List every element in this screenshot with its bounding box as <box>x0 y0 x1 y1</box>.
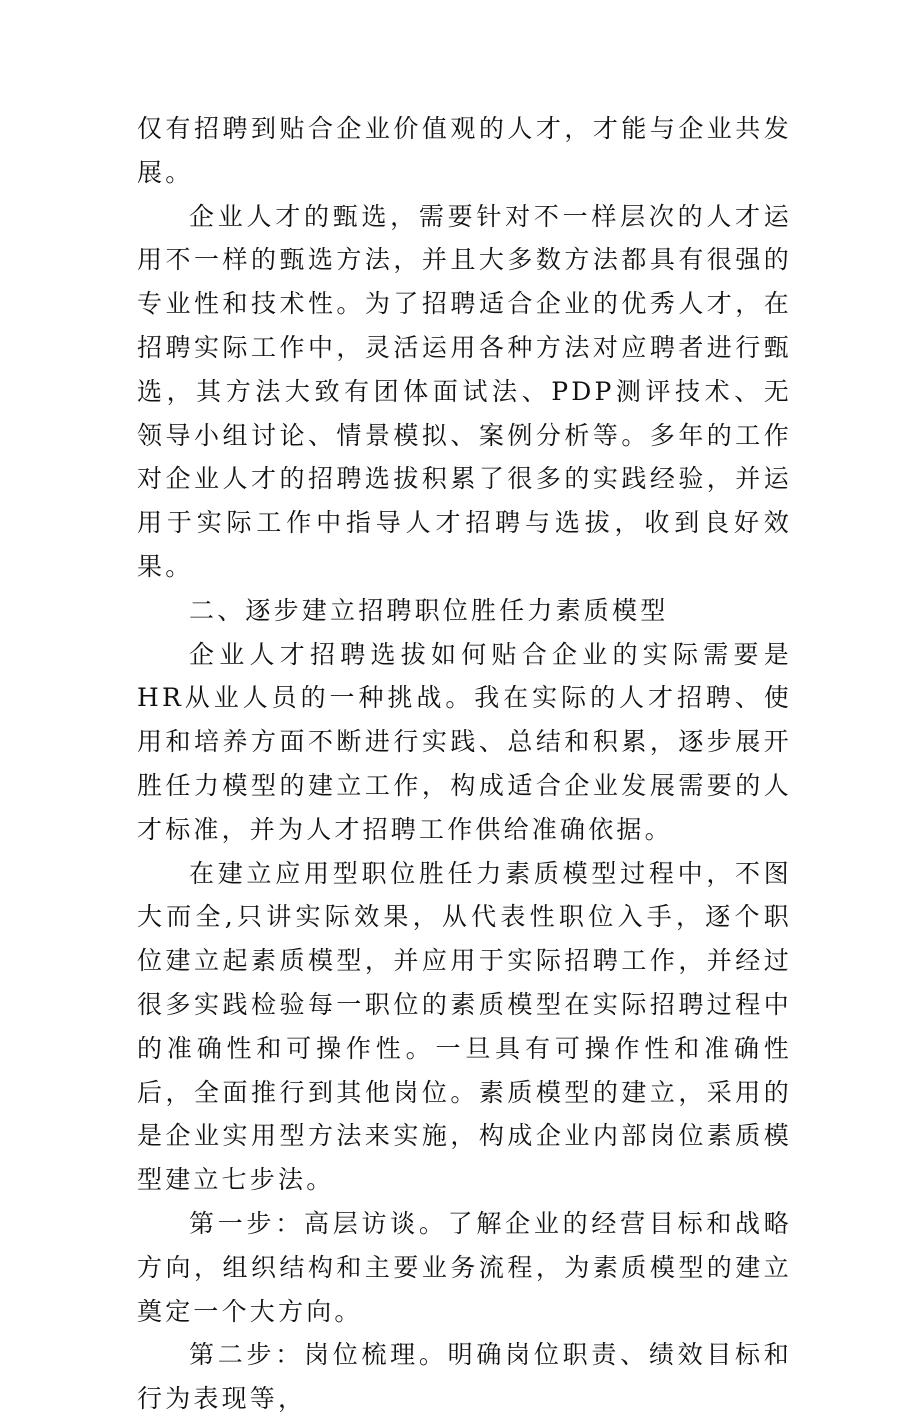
paragraph-step-2: 第二步：岗位梳理。明确岗位职责、绩效目标和行为表现等， <box>137 1340 792 1414</box>
paragraph-4: 在建立应用型职位胜任力素质模型过程中，不图大而全,只讲实际效果，从代表性职位入手，逐个职位建立起素质模型，并应用于实际招聘工作，并经过很多实践检验每一职位的素质模型在实际招聘过程中的准确性和可操作性。一旦具有可操作性和准确性后，全面推行到其他岗位。素质模型的建立，采用的是企业实用型方法来实施，构成企业内部岗位素质模型建立七步法。 <box>137 858 792 1195</box>
paragraph-2: 企业人才的甄选，需要针对不一样层次的人才运用不一样的甄选方法，并且大多数方法都具有很强的专业性和技术性。为了招聘适合企业的优秀人才，在招聘实际工作中，灵活运用各种方法对应聘者进行甄选，其方法大致有团体面试法、PDP测评技术、无领导小组讨论、情景模拟、案例分析等。多年的工作对企业人才的招聘选拔积累了很多的实践经验，并运用于实际工作中指导人才招聘与选拔，收到良好效果。 <box>137 201 792 581</box>
paragraph-step-1: 第一步：高层访谈。了解企业的经营目标和战略方向，组织结构和主要业务流程，为素质模型的建立奠定一个大方向。 <box>137 1208 792 1326</box>
paragraph-3: 企业人才招聘选拔如何贴合企业的实际需要是HR从业人员的一种挑战。我在实际的人才招聘、使用和培养方面不断进行实践、总结和积累，逐步展开胜任力模型的建立工作，构成适合企业发展需要的人才标准，并为人才招聘工作供给准确依据。 <box>137 639 792 844</box>
paragraph-1: 仅有招聘到贴合企业价值观的人才，才能与企业共发展。 <box>137 114 792 187</box>
section-heading: 二、逐步建立招聘职位胜任力素质模型 <box>189 595 669 625</box>
